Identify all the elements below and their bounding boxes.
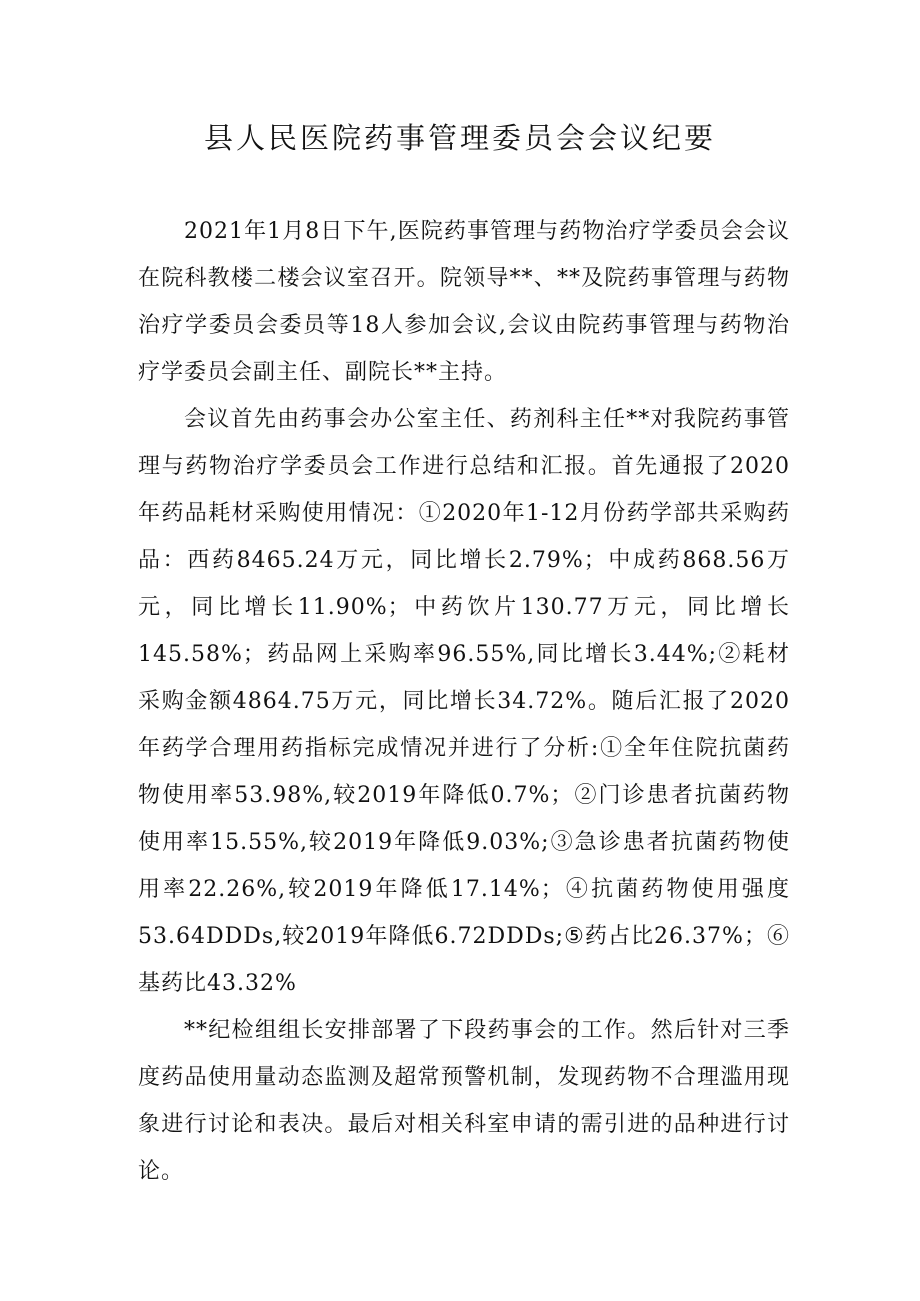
document-body (138, 208, 790, 1195)
paragraph-work-report: 会议首先由药事会办公室主任、药剂科主任**对我院药事管理与药物治疗学委员会工作进行总结和汇报。首先通报了2020年药品耗材采购使用情况：①2020年1-12月份药学部共采购药品：西药8465.24万元，同比增长2.79%；中成药868.56万元，同比增长11.90%；中药饮片130.77万元，同比增长145.58%；药品网上采购率96.55%,同比增长3.44%;②耗材采购金额4864.75万元，同比增长34.72%。随后汇报了2020年药学合理用药指标完成情况并进行了分析:①全年住院抗菌药物使用率53.98%,较2019年降低0.7%；②门诊患者抗菌药物使用率15.55%,较2019年降低9.03%;③急诊患者抗菌药物使用率22.26%,较2019年降低17.14%；④抗菌药物使用强度53.64DDDs,较2019年降低6.72DDDs;⑤药占比26.37%；⑥基药比43.32% (138, 407, 790, 996)
paragraph-meeting-info: 2021年1月8日下午,医院药事管理与药物治疗学委员会会议在院科教楼二楼会议室召开。院领导**、**及院药事管理与药物治疗学委员会委员等18人参加会议,会议由院药事管理与药物治疗学委员会副主任、副院长**主持。 (138, 219, 790, 385)
paragraph-next-steps: **纪检组组长安排部署了下段药事会的工作。然后针对三季度药品使用量动态监测及超常预警机制，发现药物不合理滥用现象进行讨论和表决。最后对相关科室申请的需引进的品种进行讨论。 (138, 1018, 790, 1184)
document-title: 县人民医院药事管理委员会会议纪要 (203, 121, 716, 155)
